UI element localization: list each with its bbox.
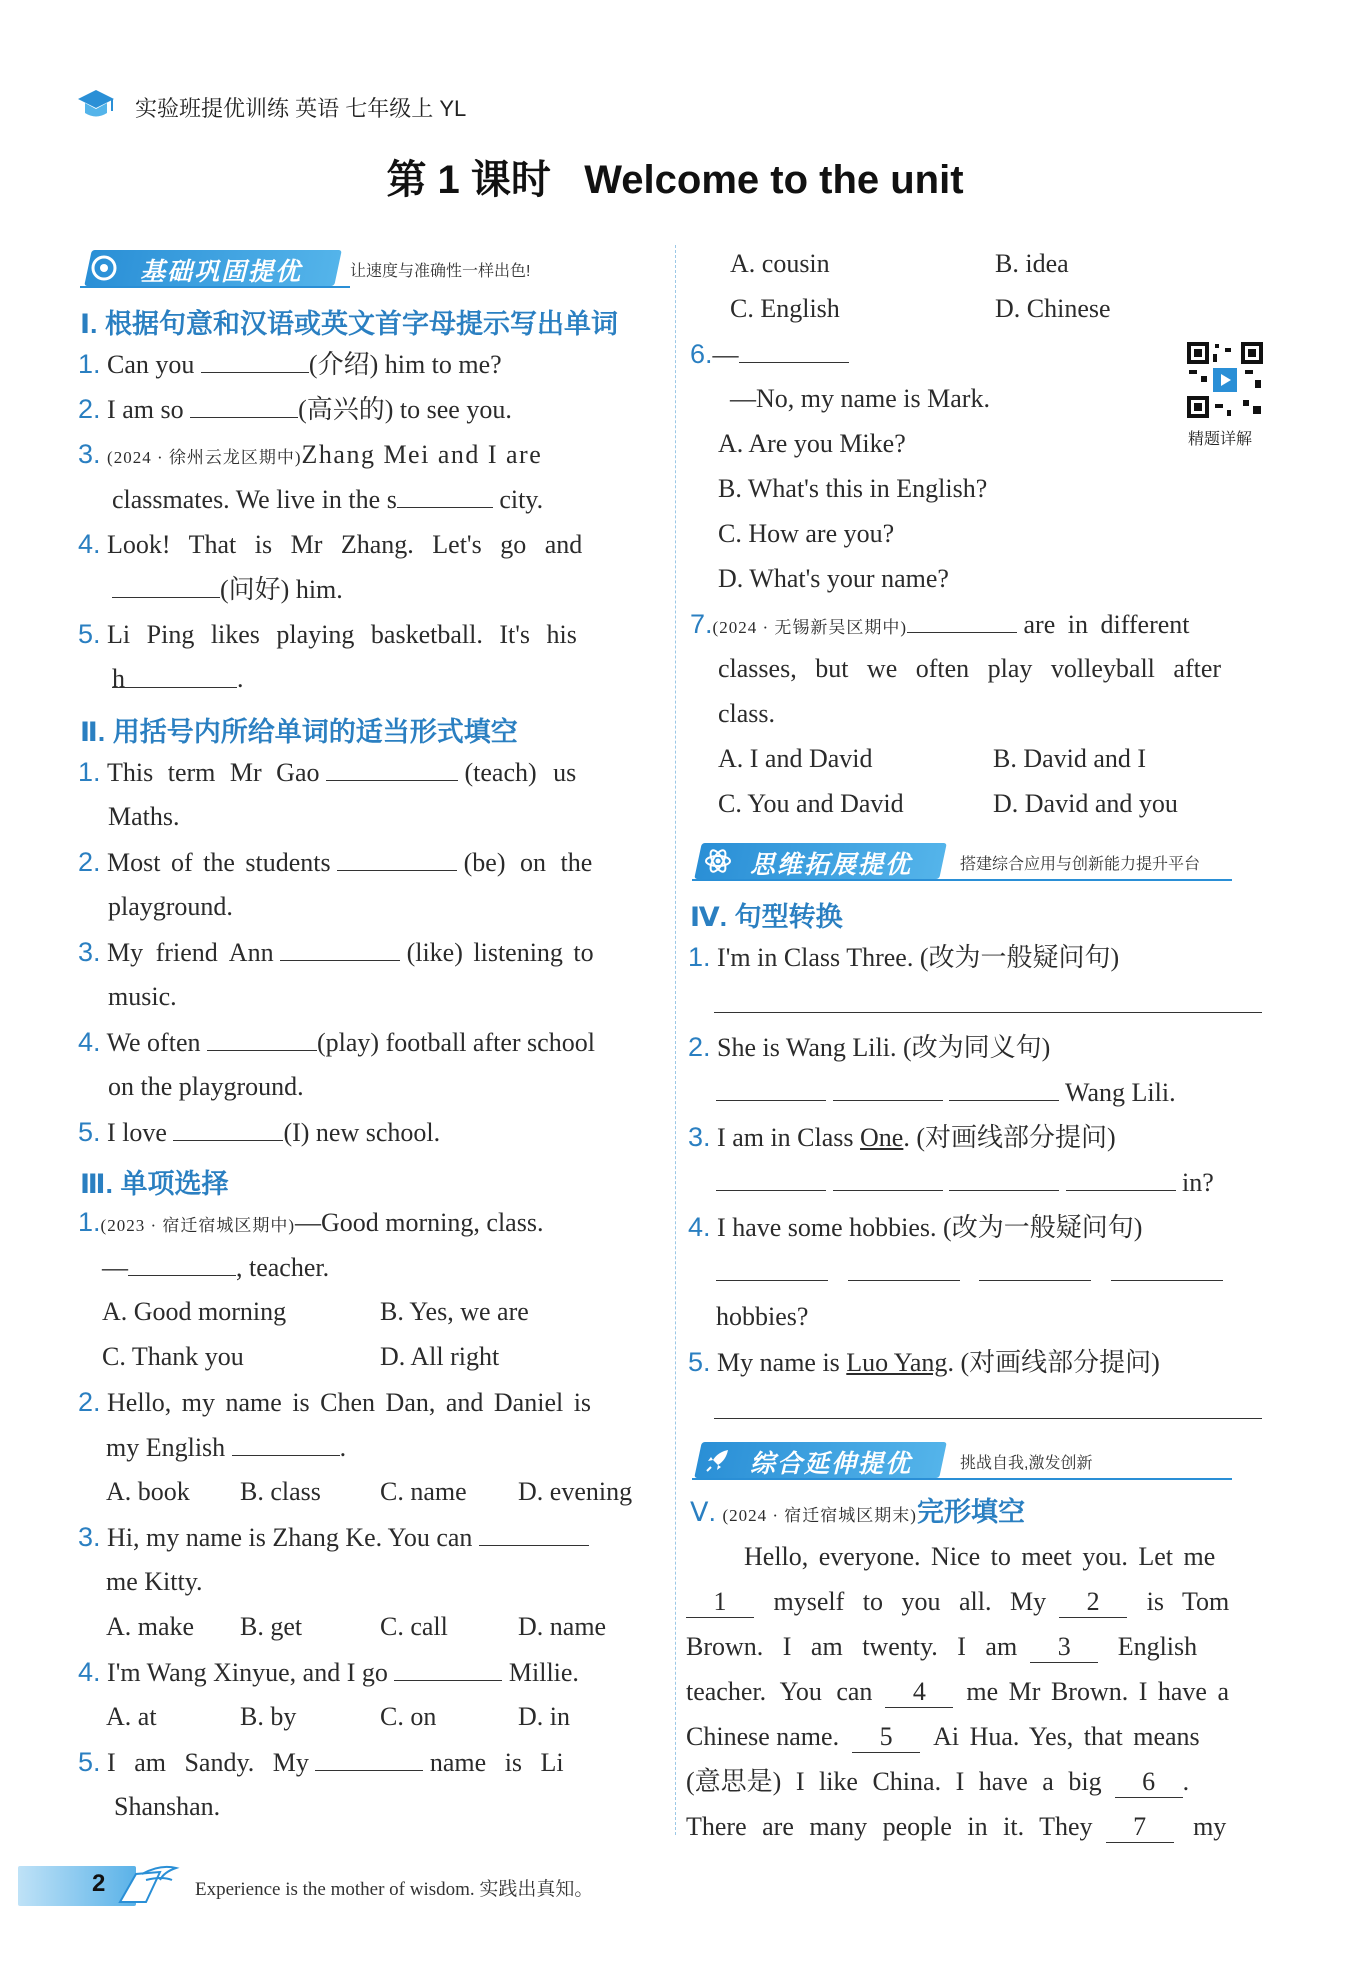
banner-thinking (692, 843, 1232, 879)
answer-line[interactable] (714, 1418, 1262, 1419)
sec3-q3-cont: me Kitty. (106, 1567, 203, 1596)
sec4-q4: 4. I have some hobbies. (改为一般疑问句) (688, 1212, 1143, 1242)
cloze-line-7: There are many people in it. They 7 my (686, 1812, 1227, 1841)
sec3-q3: 3. Hi, my name is Zhang Ke. You can (78, 1517, 589, 1558)
banner-thinking-label: 思维拓展提优 (750, 851, 913, 879)
lesson-title-cn: 第 1 课时 (386, 158, 551, 202)
sec1-q3: 3. (2024 · 徐州云龙区期中)Zhang Mei and I are (78, 439, 543, 469)
sec2-q2-cont: playground. (108, 892, 233, 921)
sec3-q2-opt-d[interactable]: D. evening (518, 1477, 633, 1506)
sec2-q1-cont: Maths. (108, 802, 180, 831)
sec3-q5-cont: Shanshan. (114, 1792, 221, 1821)
cloze-line-5: Chinese name. 5 Ai Hua. Yes, that means (686, 1722, 1200, 1751)
cloze-blank-1[interactable]: 1 (686, 1587, 754, 1618)
sec3-q6-cont: —No, my name is Mark. (730, 384, 990, 413)
answer-blank[interactable] (280, 932, 400, 961)
cloze-line-4: teacher. You can 4 me Mr Brown. I have a (686, 1677, 1230, 1706)
answer-blank[interactable] (128, 1247, 236, 1276)
sec3-q2-cont: my English . (106, 1427, 346, 1468)
sec3-q1-opt-b[interactable]: B. Yes, we are (380, 1297, 529, 1326)
sec4-q5: 5. My name is Luo Yang. (对画线部分提问) (688, 1347, 1160, 1377)
sec3-q6-opt-b[interactable]: B. What's this in English? (718, 474, 988, 503)
banner-basic (80, 250, 660, 286)
sec3-q6-opt-d[interactable]: D. What's your name? (718, 564, 949, 593)
rocket-icon (704, 1446, 732, 1474)
banner-extend (692, 1442, 1232, 1478)
sec3-q5-opt-d[interactable]: D. Chinese (995, 294, 1111, 323)
sec3-q2: 2. Hello, my name is Chen Dan, and Daniel is (78, 1387, 592, 1417)
sec1-q1: 1. Can you (介绍) him to me? (78, 344, 502, 385)
answer-blank[interactable] (173, 1112, 283, 1141)
sec4-q2: 2. She is Wang Lili. (改为同义句) (688, 1032, 1051, 1062)
answer-blank[interactable] (716, 1252, 828, 1281)
section-4-title: Ⅳ. 句型转换 (690, 902, 843, 932)
sec3-q4-opt-c[interactable]: C. on (380, 1702, 437, 1731)
sec2-q4-cont: on the playground. (108, 1072, 304, 1101)
lesson-title (0, 148, 1350, 205)
answer-blank[interactable] (1066, 1162, 1176, 1191)
sec3-q7-opt-c[interactable]: C. You and David (718, 789, 904, 818)
section-5-title: Ⅴ. (2024 · 宿迁宿城区期末)完形填空 (690, 1497, 1025, 1527)
sec3-q1-cont: — , teacher. (102, 1247, 329, 1288)
sec3-q6-opt-c[interactable]: C. How are you? (718, 519, 895, 548)
sec3-q5-opt-a[interactable]: A. cousin (730, 249, 830, 278)
book-logo-icon (76, 88, 116, 122)
cloze-line-1: Hello, everyone. Nice to meet you. Let me (744, 1542, 1216, 1571)
answer-blank[interactable] (315, 1742, 423, 1771)
cloze-blank-6[interactable]: 6 (1115, 1767, 1183, 1798)
sec4-q3-cont: in? (716, 1162, 1214, 1203)
page-number: 2 (92, 1870, 106, 1897)
sec1-q2: 2. I am so (高兴的) to see you. (78, 389, 512, 430)
banner-extend-label: 综合延伸提优 (750, 1450, 913, 1478)
banner-thinking-sub: 搭建综合应用与创新能力提升平台 (960, 856, 1201, 873)
column-divider (675, 245, 676, 1835)
answer-blank[interactable] (337, 842, 457, 871)
sec1-q5: 5. Li Ping likes playing basketball. It's his (78, 619, 577, 649)
sec3-q1: 1.(2023 · 宿迁宿城区期中)—Good morning, class. (78, 1207, 544, 1237)
sec2-q3-cont: music. (108, 982, 177, 1011)
sec3-q1-opt-c[interactable]: C. Thank you (102, 1342, 244, 1371)
sec3-q7-opt-b[interactable]: B. David and I (993, 744, 1147, 773)
banner-basic-label: 基础巩固提优 (140, 258, 303, 286)
answer-blank[interactable] (716, 1072, 826, 1101)
answer-blank[interactable]: h (112, 659, 237, 688)
sec3-q4: 4. I'm Wang Xinyue, and I go Millie. (78, 1652, 579, 1693)
answer-blank[interactable] (848, 1252, 960, 1281)
book-title: 实验班提优训练 英语 七年级上 YL (135, 96, 467, 121)
sec4-q4-cont2: hobbies? (716, 1302, 809, 1331)
answer-blank[interactable] (907, 604, 1017, 633)
section-1-title: Ⅰ. 根据句意和汉语或英文首字母提示写出单词 (80, 309, 619, 339)
sec3-q5-opt-c[interactable]: C. English (730, 294, 840, 323)
sec3-q7-opt-d[interactable]: D. David and you (993, 789, 1178, 818)
answer-blank[interactable] (949, 1162, 1059, 1191)
answer-blank[interactable] (394, 1652, 502, 1681)
cloze-blank-2[interactable]: 2 (1059, 1587, 1127, 1618)
answer-blank[interactable] (979, 1252, 1091, 1281)
sec3-q3-opt-b[interactable]: B. get (240, 1612, 303, 1641)
cloze-blank-5[interactable]: 5 (852, 1722, 920, 1753)
cloze-line-3: Brown. I am twenty. I am 3 English (686, 1632, 1198, 1661)
banner-basic-sub: 让速度与准确性一样出色! (350, 263, 531, 280)
cloze-line-6: (意思是) I like China. I have a big 6 . (686, 1767, 1190, 1796)
sec3-q4-opt-b[interactable]: B. by (240, 1702, 297, 1731)
sec3-q4-opt-d[interactable]: D. in (518, 1702, 570, 1731)
answer-blank[interactable] (112, 569, 220, 598)
sec4-q4-cont (716, 1252, 1223, 1293)
sec2-q1: 1. This term Mr Gao (teach) us (78, 752, 576, 793)
sec3-q6-opt-a[interactable]: A. Are you Mike? (718, 429, 906, 458)
answer-blank[interactable] (232, 1427, 340, 1456)
sec3-q5-opt-b[interactable]: B. idea (995, 249, 1069, 278)
sec3-q1-opt-a[interactable]: A. Good morning (102, 1297, 287, 1326)
sec2-q3: 3. My friend Ann (like) listening to (78, 932, 594, 973)
sec3-q4-opt-a[interactable]: A. at (106, 1702, 157, 1731)
answer-blank[interactable] (397, 479, 493, 508)
sec2-q2: 2. Most of the students (be) on the (78, 842, 592, 883)
section-3-title: Ⅲ. 单项选择 (80, 1169, 229, 1199)
target-icon (90, 254, 118, 282)
sec4-q3: 3. I am in Class One. (对画线部分提问) (688, 1122, 1116, 1152)
sec1-q4-cont: (问好) him. (112, 569, 343, 610)
answer-blank[interactable] (190, 389, 298, 418)
sec2-q5: 5. I love (I) new school. (78, 1112, 440, 1153)
atom-icon (704, 847, 732, 875)
qr-caption: 精题详解 (1188, 431, 1253, 448)
answer-blank[interactable] (1111, 1252, 1223, 1281)
answer-blank[interactable] (739, 334, 849, 363)
sec3-q6: 6.— (690, 334, 849, 375)
footer-motto: Experience is the mother of wisdom. 实践出真知。 (195, 1879, 594, 1900)
sec1-q5-cont: h . (112, 659, 244, 699)
cloze-blank-3[interactable]: 3 (1030, 1632, 1098, 1663)
sec3-q3-opt-c[interactable]: C. call (380, 1612, 448, 1641)
sec3-q7: 7.(2024 · 无锡新吴区期中) are in different (690, 604, 1190, 648)
answer-blank[interactable] (833, 1162, 943, 1191)
qr-code-icon[interactable] (1185, 340, 1265, 420)
sec3-q1-opt-d[interactable]: D. All right (380, 1342, 500, 1371)
book-wing-icon (116, 1862, 180, 1908)
sec3-q7-opt-a[interactable]: A. I and David (718, 744, 873, 773)
sec3-q7-cont2: class. (718, 699, 776, 728)
lesson-title-en: Welcome to the unit (584, 158, 964, 202)
sec4-q2-cont: Wang Lili. (716, 1072, 1176, 1113)
answer-blank[interactable] (949, 1072, 1059, 1101)
sec3-q5: 5. I am Sandy. My name is Li (78, 1742, 564, 1783)
answer-blank[interactable] (716, 1162, 826, 1191)
answer-blank[interactable] (207, 1022, 317, 1051)
cloze-blank-4[interactable]: 4 (885, 1677, 953, 1708)
cloze-blank-7[interactable]: 7 (1106, 1812, 1174, 1843)
sec3-q3-opt-a[interactable]: A. make (106, 1612, 195, 1641)
answer-blank[interactable] (201, 344, 309, 373)
sec4-q1: 1. I'm in Class Three. (改为一般疑问句) (688, 942, 1120, 972)
sec3-q2-opt-a[interactable]: A. book (106, 1477, 190, 1506)
answer-line[interactable] (714, 1012, 1262, 1013)
sec3-q2-opt-c[interactable]: C. name (380, 1477, 467, 1506)
sec3-q2-opt-b[interactable]: B. class (240, 1477, 321, 1506)
cloze-line-2: 1 myself to you all. My 2 is Tom (686, 1582, 1229, 1622)
banner-extend-sub: 挑战自我,激发创新 (960, 1455, 1093, 1472)
section-2-title: Ⅱ. 用括号内所给单词的适当形式填空 (80, 717, 518, 747)
sec2-q4: 4. We often (play) football after school (78, 1022, 595, 1063)
sec3-q3-opt-d[interactable]: D. name (518, 1612, 607, 1641)
sec1-q4: 4. Look! That is Mr Zhang. Let's go and (78, 529, 583, 559)
answer-blank[interactable] (479, 1517, 589, 1546)
answer-blank[interactable] (833, 1072, 943, 1101)
sec1-q3-cont: classmates. We live in the s city. (112, 479, 543, 520)
sec3-q7-cont: classes, but we often play volleyball after (718, 654, 1222, 683)
answer-blank[interactable] (326, 752, 458, 781)
